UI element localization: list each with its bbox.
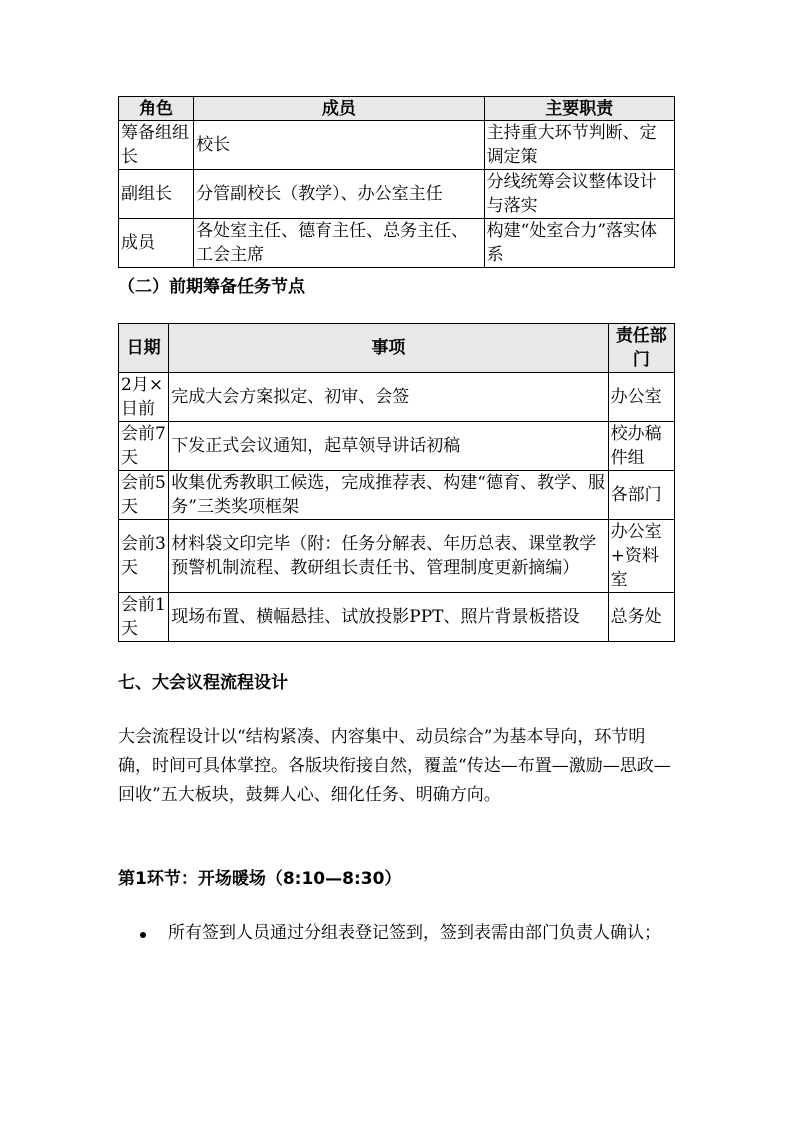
table-cell: 各处室主任、德育主任、总务主任、工会主席 [194, 219, 485, 268]
table-cell: 会前3天 [119, 520, 169, 593]
table-cell: 下发正式会议通知，起草领导讲话初稿 [169, 422, 608, 471]
column-header: 日期 [119, 324, 169, 373]
table-cell: 现场布置、横幅悬挂、试放投影PPT、照片背景板搭设 [169, 593, 608, 642]
table-cell: 办公室+资料室 [608, 520, 674, 593]
table-cell: 校长 [194, 121, 485, 170]
table-row [119, 219, 675, 268]
table-row [119, 471, 675, 520]
table-row [119, 422, 675, 471]
step-heading: 第1环节：开场暖场（8:10—8:30） [118, 869, 402, 889]
list-item-text: 所有签到人员通过分组表登记签到，签到表需由部门负责人确认； [168, 923, 661, 943]
table-cell: 主持重大环节判断、定调定策 [484, 121, 674, 170]
column-header: 主要职责 [484, 97, 674, 121]
table-header-row [119, 97, 675, 121]
table-cell: 校办稿件组 [608, 422, 674, 471]
column-header: 成员 [194, 97, 485, 121]
prep-schedule-table [118, 323, 675, 642]
table-header-row [119, 324, 675, 373]
table-cell: 副组长 [119, 170, 194, 219]
column-header: 责任部门 [608, 324, 674, 373]
table-cell: 收集优秀教职工候选，完成推荐表、构建“德育、教学、服务”三类奖项框架 [169, 471, 608, 520]
organization-table [118, 96, 675, 268]
table-cell: 会前5天 [119, 471, 169, 520]
bullet-icon [140, 932, 146, 938]
column-header: 角色 [119, 97, 194, 121]
table-cell: 总务处 [608, 593, 674, 642]
table-row [119, 121, 675, 170]
table-row [119, 170, 675, 219]
table-row [119, 373, 675, 422]
table-cell: 完成大会方案拟定、初审、会签 [169, 373, 608, 422]
section-heading: 七、大会议程流程设计 [118, 673, 288, 693]
table-cell: 分线统筹会议整体设计与落实 [484, 170, 674, 219]
table-cell: 会前7天 [119, 422, 169, 471]
subheading-prep-tasks: （二）前期筹备任务节点 [118, 277, 305, 297]
table-cell: 分管副校长（教学）、办公室主任 [194, 170, 485, 219]
table-cell: 筹备组组长 [119, 121, 194, 170]
column-header: 事项 [169, 324, 608, 373]
table-cell: 成员 [119, 219, 194, 268]
table-row [119, 593, 675, 642]
table-cell: 2月×日前 [119, 373, 169, 422]
table-row [119, 520, 675, 593]
table-cell: 各部门 [608, 471, 674, 520]
intro-paragraph: 大会流程设计以“结构紧凑、内容集中、动员综合”为基本导向，环节明确，时间可具体掌控。各版块衔接自然，覆盖“传达—布置—激励—思政—回收”五大板块，鼓舞人心、细化任务、明确方向。 [118, 727, 671, 805]
table-cell: 材料袋文印完毕（附：任务分解表、年历总表、课堂教学预警机制流程、教研组长责任书、管理制度更新摘编） [169, 520, 608, 593]
table-cell: 会前1天 [119, 593, 169, 642]
table-cell: 构建“处室合力”落实体系 [484, 219, 674, 268]
table-cell: 办公室 [608, 373, 674, 422]
